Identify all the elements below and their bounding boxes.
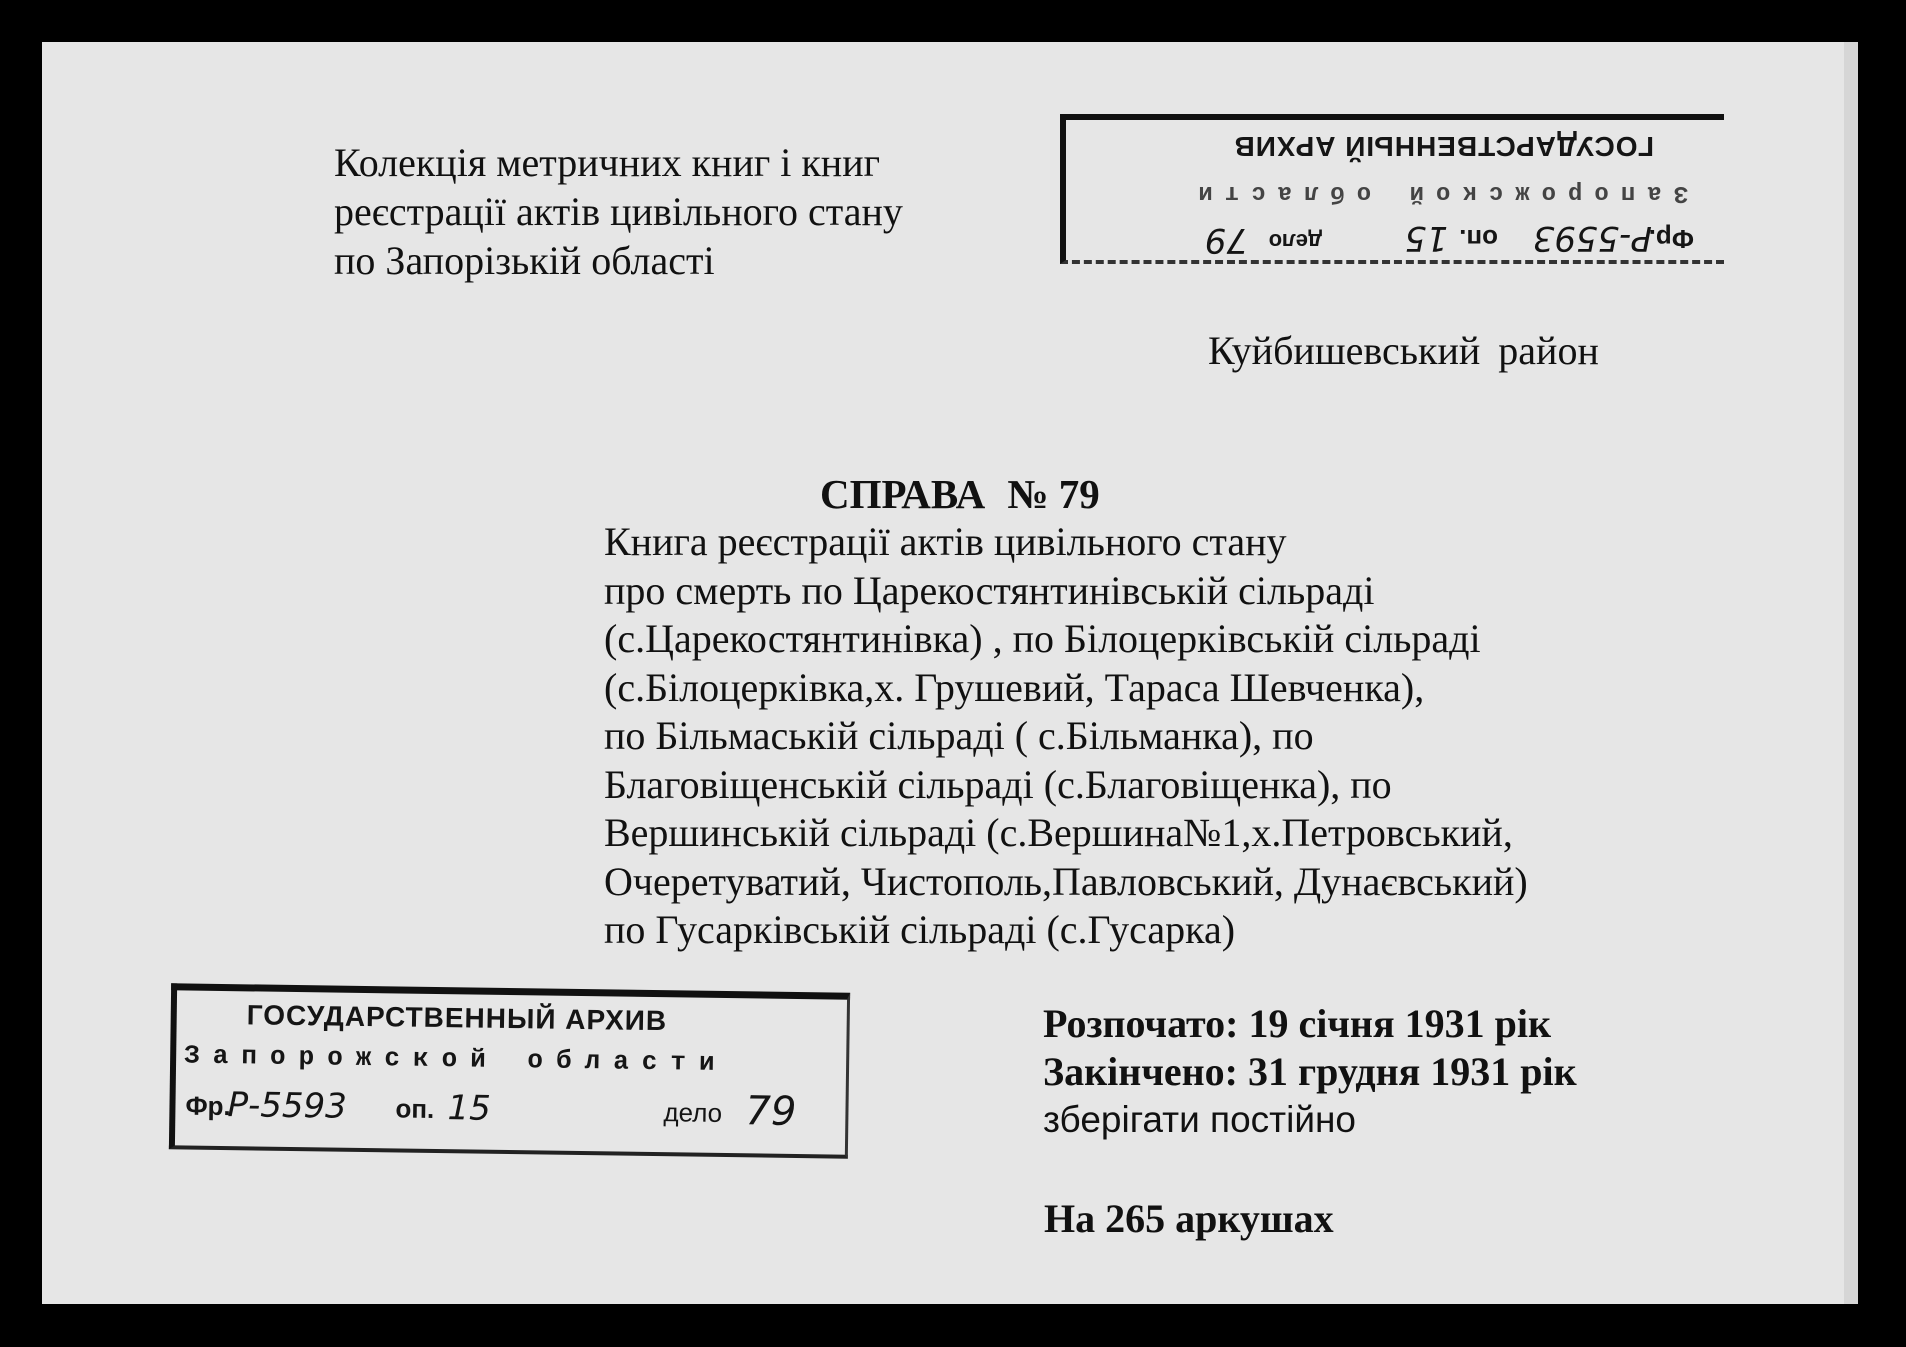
stamp-op-value: 15 [447,1088,492,1129]
description-line: Вершинській сільраді (с.Вершина№1,х.Петровський, [604,810,1513,855]
collection-line: реєстрації актів цивільного стану [334,189,903,234]
case-number: № 79 [1007,471,1100,517]
sheet-edge-shadow [1844,42,1858,1304]
stamp-region: Запорожской области [183,1040,728,1079]
stamp-delo-label: дело [663,1097,723,1128]
date-ended: Закінчено: 31 грудня 1931 рік [1043,1049,1577,1094]
stamp-top-archive: ГОСУДАРСТВЕННЫЙ АРХИВ [1233,131,1654,162]
sheet-count: На 265 аркушах [1044,1196,1334,1241]
stamp-archive-name: ГОСУДАРСТВЕННЫЙ АРХИВ [246,999,668,1037]
district-name: Куйбишевський район [1208,328,1599,373]
collection-line: по Запорізькій області [334,238,715,283]
case-title: СПРАВА [820,471,986,517]
case-dates [1043,1000,1577,1144]
description-line: (с.Білоцерківка,х. Грушевий, Тараса Шевченка), [604,664,1425,710]
date-started: Розпочато: 19 січня 1931 рік [1043,1001,1552,1046]
description-line: Книга реєстрації актів цивільного стану [604,519,1287,564]
stamp-op-label: оп. [395,1093,435,1124]
description-line: про смерть по Царекостянтинівській сільраді [604,567,1375,613]
retention-note: зберігати постійно [1043,1099,1357,1140]
archive-stamp-bottom [169,983,850,1158]
stamp-reference [185,1085,836,1136]
description-line: по Гусарківській сільраді (с.Гусарка) [604,907,1236,952]
description-line: Благовіщенській сільраді (с.Благовіщенка), по [604,761,1392,807]
description-line: по Більмаській сільраді ( с.Більманка), по [604,713,1314,758]
case-heading [820,470,1100,518]
stamp-top-region: Запорожской области [1186,179,1688,206]
description-line: Очеретуватий, Чистополь,Павловський, Дунаєвський) [604,858,1528,904]
archive-stamp-top: Фр. Р-5593 оп. 15 дело 79 Запорожской области ГОСУДАРСТВЕННЫЙ АРХИВ [1060,114,1724,264]
collection-line: Колекція метричних книг і книг [334,140,881,185]
description-line: (с.Царекостянтинівка) , по Білоцерківській сільраді [604,616,1481,661]
case-description [604,518,1528,955]
stamp-fund-label: Фр. [185,1090,231,1122]
stamp-fund-value: Р-5593 [227,1085,348,1127]
stamp-delo-value: 79 [745,1088,797,1136]
collection-title [334,138,903,285]
